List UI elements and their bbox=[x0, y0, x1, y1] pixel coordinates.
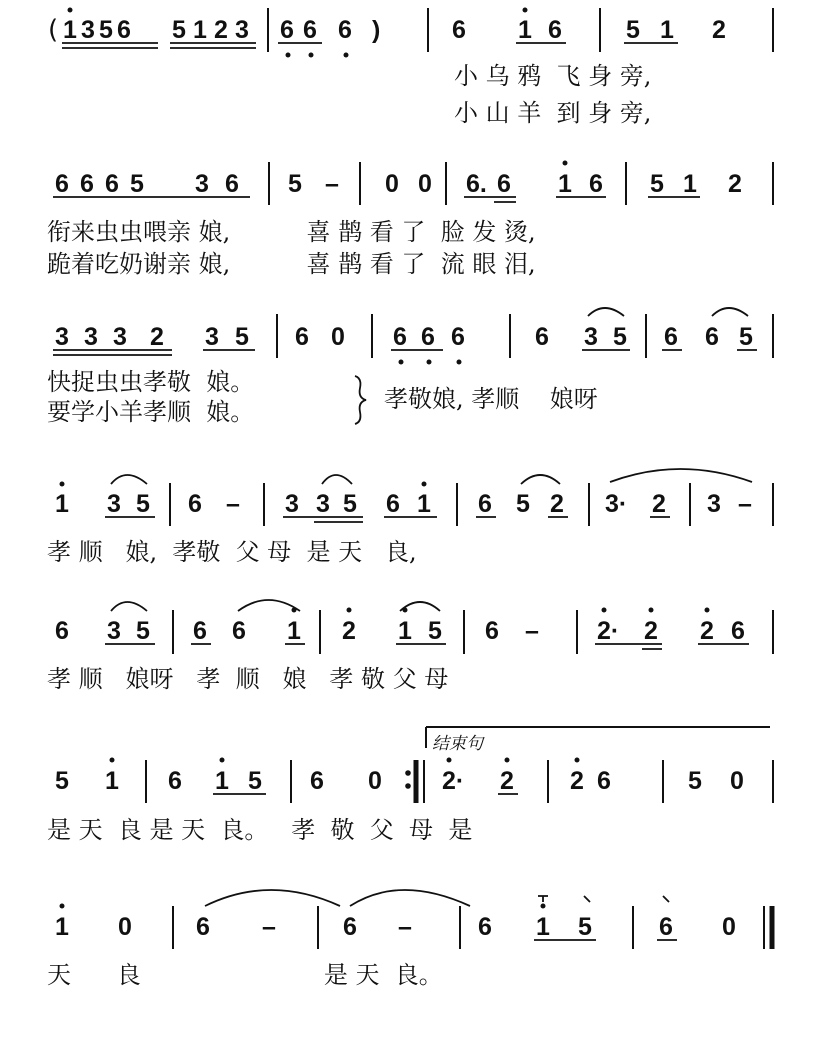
svg-text:1: 1 bbox=[215, 767, 229, 795]
svg-text:6: 6 bbox=[548, 16, 562, 44]
svg-text:6: 6 bbox=[193, 617, 207, 645]
svg-text:5: 5 bbox=[613, 323, 627, 351]
svg-text:6: 6 bbox=[597, 767, 611, 795]
svg-text:2: 2 bbox=[644, 617, 658, 645]
svg-text:1: 1 bbox=[417, 490, 431, 518]
svg-text:1: 1 bbox=[193, 16, 207, 44]
svg-text:3: 3 bbox=[707, 490, 721, 518]
svg-text:5: 5 bbox=[130, 170, 144, 198]
open-paren: ( bbox=[48, 15, 59, 45]
svg-text:6: 6 bbox=[452, 16, 466, 44]
svg-text:1: 1 bbox=[536, 913, 550, 941]
notes-system-6 bbox=[55, 767, 744, 795]
svg-text:1: 1 bbox=[398, 617, 412, 645]
notes-system-2 bbox=[55, 170, 742, 198]
svg-text:5: 5 bbox=[172, 16, 186, 44]
svg-text:3·: 3· bbox=[605, 490, 628, 518]
svg-text:2: 2 bbox=[550, 490, 564, 518]
svg-text:0: 0 bbox=[331, 323, 345, 351]
svg-text:6: 6 bbox=[705, 323, 719, 351]
ending-label: 结束句 bbox=[432, 734, 483, 754]
svg-text:3: 3 bbox=[107, 617, 121, 645]
svg-text:3: 3 bbox=[195, 170, 209, 198]
notes-system-5 bbox=[55, 617, 745, 645]
svg-text:2·: 2· bbox=[597, 617, 620, 645]
brace bbox=[355, 376, 366, 424]
svg-text:–: – bbox=[325, 170, 339, 198]
svg-text:2: 2 bbox=[150, 323, 164, 351]
lyric-s2-v1: 衔来虫虫喂亲 娘, 喜 鹊 看 了 脸 发 烫, bbox=[47, 218, 536, 246]
svg-text:6: 6 bbox=[225, 170, 239, 198]
svg-text:6: 6 bbox=[343, 913, 357, 941]
svg-text:3: 3 bbox=[235, 16, 249, 44]
svg-text:1: 1 bbox=[287, 617, 301, 645]
svg-text:2: 2 bbox=[728, 170, 742, 198]
svg-text:3: 3 bbox=[107, 490, 121, 518]
svg-text:5: 5 bbox=[136, 490, 150, 518]
svg-text:5: 5 bbox=[626, 16, 640, 44]
svg-text:5: 5 bbox=[739, 323, 753, 351]
svg-text:5: 5 bbox=[428, 617, 442, 645]
svg-text:5: 5 bbox=[650, 170, 664, 198]
svg-text:1: 1 bbox=[63, 16, 77, 44]
system-1 bbox=[48, 8, 773, 128]
svg-text:2: 2 bbox=[570, 767, 584, 795]
svg-text:–: – bbox=[738, 490, 752, 518]
svg-text:1: 1 bbox=[105, 767, 119, 795]
svg-text:3: 3 bbox=[81, 16, 95, 44]
svg-text:5: 5 bbox=[288, 170, 302, 198]
svg-text:6: 6 bbox=[731, 617, 745, 645]
svg-text:0: 0 bbox=[368, 767, 382, 795]
notes-system-1 bbox=[63, 16, 726, 44]
svg-text:6: 6 bbox=[80, 170, 94, 198]
svg-text:2: 2 bbox=[712, 16, 726, 44]
svg-text:6: 6 bbox=[659, 913, 673, 941]
svg-text:3: 3 bbox=[84, 323, 98, 351]
svg-text:3: 3 bbox=[205, 323, 219, 351]
svg-text:6: 6 bbox=[535, 323, 549, 351]
svg-text:3: 3 bbox=[285, 490, 299, 518]
system-4 bbox=[47, 469, 773, 566]
system-2 bbox=[47, 161, 773, 279]
svg-text:0: 0 bbox=[118, 913, 132, 941]
svg-text:6: 6 bbox=[280, 16, 294, 44]
lyric-s7: 天 良 是 天 良。 bbox=[47, 961, 443, 989]
svg-text:6: 6 bbox=[485, 617, 499, 645]
notes-system-3 bbox=[55, 323, 753, 351]
svg-text:1: 1 bbox=[660, 16, 674, 44]
svg-text:0: 0 bbox=[418, 170, 432, 198]
lyric-s2-v2: 跪着吃奶谢亲 娘, 喜 鹊 看 了 流 眼 泪, bbox=[47, 250, 536, 278]
svg-text:6: 6 bbox=[188, 490, 202, 518]
svg-text:1: 1 bbox=[55, 913, 69, 941]
lyric-s3-side: 孝敬娘, 孝顺 娘呀 bbox=[384, 385, 598, 413]
svg-text:1: 1 bbox=[518, 16, 532, 44]
lyric-s1-v2: 小 山 羊 到 身 旁, bbox=[454, 99, 652, 127]
svg-text:6: 6 bbox=[303, 16, 317, 44]
svg-text:1: 1 bbox=[55, 490, 69, 518]
svg-text:2: 2 bbox=[700, 617, 714, 645]
svg-text:0: 0 bbox=[730, 767, 744, 795]
svg-text:6: 6 bbox=[451, 323, 465, 351]
notes-system-4 bbox=[55, 490, 752, 518]
svg-text:6: 6 bbox=[295, 323, 309, 351]
svg-text:2: 2 bbox=[500, 767, 514, 795]
svg-text:6: 6 bbox=[589, 170, 603, 198]
svg-text:6: 6 bbox=[421, 323, 435, 351]
system-7 bbox=[47, 890, 772, 989]
lyric-s3-v2: 要学小羊孝顺 娘。 bbox=[47, 398, 255, 426]
svg-text:5: 5 bbox=[55, 767, 69, 795]
svg-text:5: 5 bbox=[688, 767, 702, 795]
svg-text:6: 6 bbox=[478, 913, 492, 941]
lyric-s1-v1: 小 乌 鸦 飞 身 旁, bbox=[454, 62, 652, 90]
svg-text:6: 6 bbox=[55, 617, 69, 645]
svg-text:2: 2 bbox=[214, 16, 228, 44]
svg-text:5: 5 bbox=[516, 490, 530, 518]
svg-text:2·: 2· bbox=[442, 767, 465, 795]
svg-text:6: 6 bbox=[168, 767, 182, 795]
svg-text:6: 6 bbox=[497, 170, 511, 198]
svg-text:3: 3 bbox=[113, 323, 127, 351]
svg-text:6: 6 bbox=[232, 617, 246, 645]
svg-text:6: 6 bbox=[386, 490, 400, 518]
svg-text:–: – bbox=[262, 913, 276, 941]
svg-text:0: 0 bbox=[722, 913, 736, 941]
svg-text:1: 1 bbox=[558, 170, 572, 198]
svg-text:–: – bbox=[226, 490, 240, 518]
svg-text:6: 6 bbox=[105, 170, 119, 198]
svg-text:–: – bbox=[398, 913, 412, 941]
svg-text:5: 5 bbox=[343, 490, 357, 518]
svg-text:5: 5 bbox=[248, 767, 262, 795]
lyric-s6: 是 天 良 是 天 良。 孝 敬 父 母 是 bbox=[47, 816, 473, 844]
svg-text:5: 5 bbox=[99, 16, 113, 44]
system-3 bbox=[47, 308, 773, 426]
svg-text:6: 6 bbox=[310, 767, 324, 795]
svg-text:0: 0 bbox=[385, 170, 399, 198]
svg-text:6: 6 bbox=[338, 16, 352, 44]
svg-text:6: 6 bbox=[393, 323, 407, 351]
svg-text:6: 6 bbox=[196, 913, 210, 941]
lyric-s5: 孝 顺 娘呀 孝 顺 娘 孝 敬 父 母 bbox=[47, 665, 449, 693]
svg-text:6.: 6. bbox=[466, 170, 487, 198]
svg-text:3: 3 bbox=[55, 323, 69, 351]
svg-text:6: 6 bbox=[478, 490, 492, 518]
svg-text:–: – bbox=[525, 617, 539, 645]
lyric-s4: 孝 顺 娘, 孝敬 父 母 是 天 良, bbox=[47, 538, 417, 566]
svg-text:1: 1 bbox=[683, 170, 697, 198]
lyric-s3-v1: 快捉虫虫孝敬 娘。 bbox=[47, 368, 255, 396]
svg-text:3: 3 bbox=[584, 323, 598, 351]
svg-text:5: 5 bbox=[578, 913, 592, 941]
svg-text:6: 6 bbox=[55, 170, 69, 198]
svg-text:3: 3 bbox=[316, 490, 330, 518]
svg-text:5: 5 bbox=[235, 323, 249, 351]
svg-text:6: 6 bbox=[117, 16, 131, 44]
svg-text:): ) bbox=[372, 16, 381, 44]
svg-text:2: 2 bbox=[342, 617, 356, 645]
system-6 bbox=[47, 727, 773, 844]
svg-text:2: 2 bbox=[652, 490, 666, 518]
svg-text:5: 5 bbox=[136, 617, 150, 645]
svg-text:6: 6 bbox=[664, 323, 678, 351]
system-5 bbox=[47, 600, 773, 693]
